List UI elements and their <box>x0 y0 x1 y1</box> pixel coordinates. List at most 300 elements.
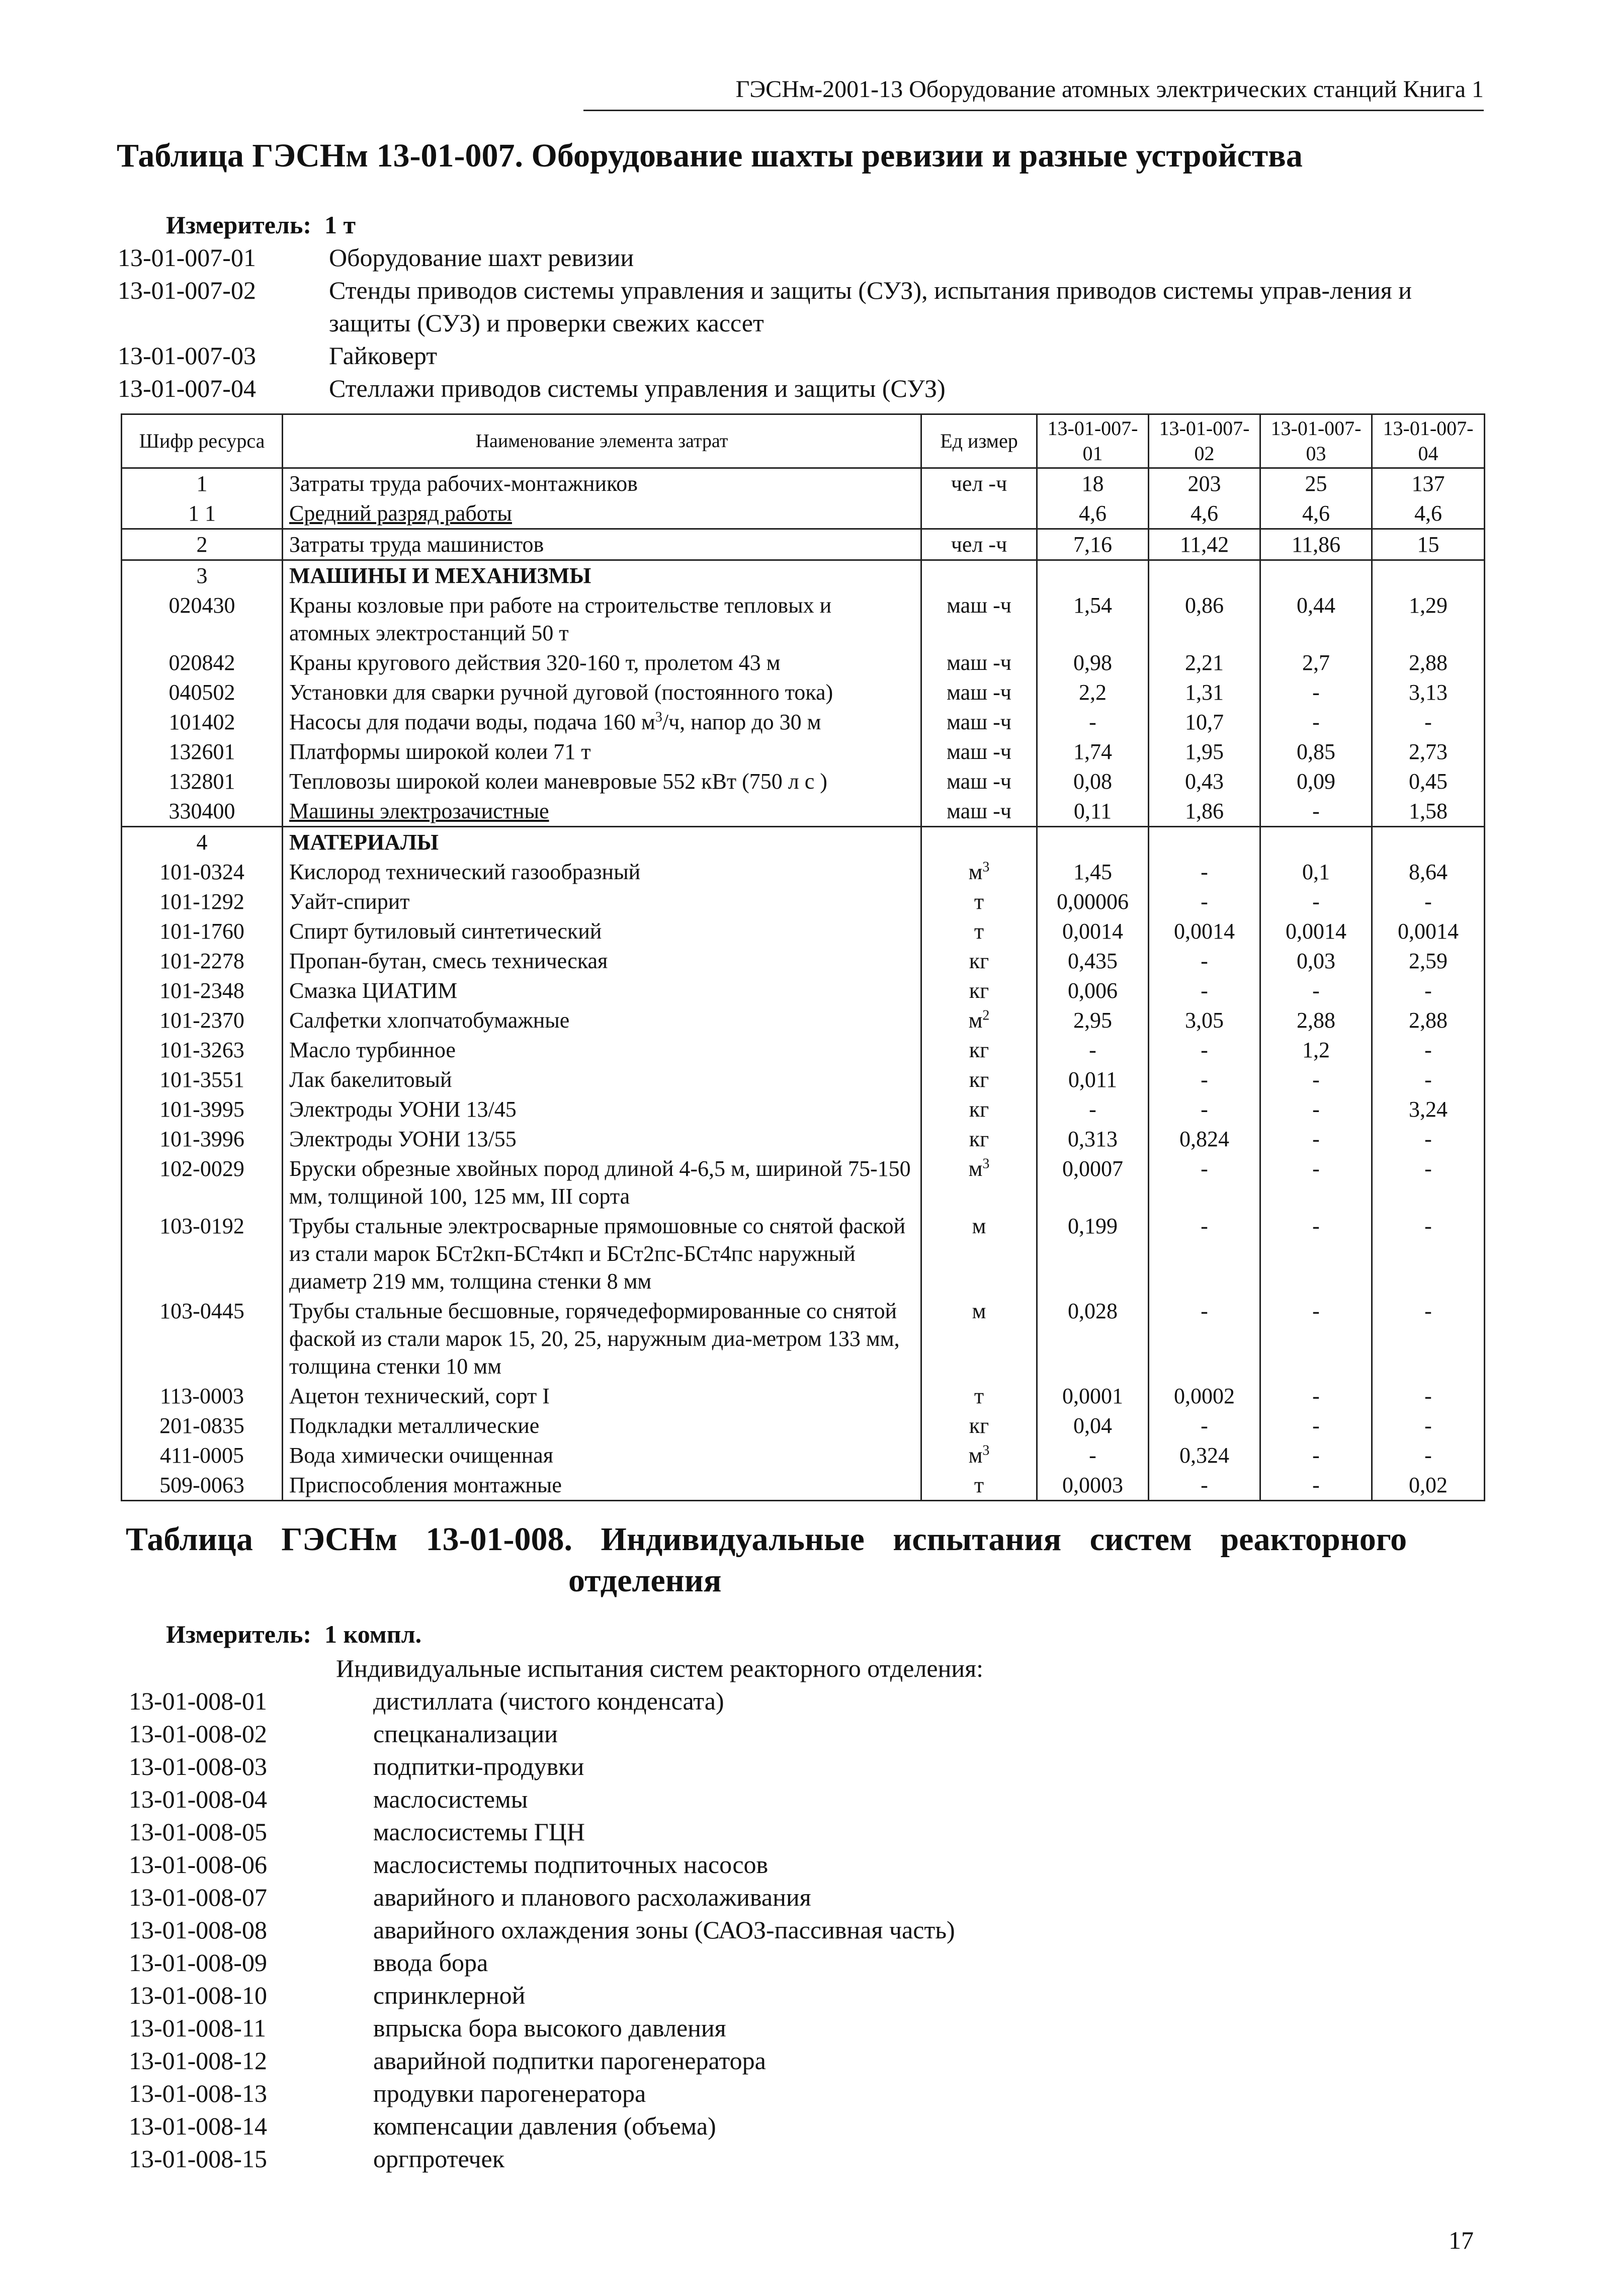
cell-value-2: 203 <box>1149 468 1260 499</box>
table-header-row <box>122 414 1485 468</box>
cell-cipher: 201-0835 <box>122 1411 283 1440</box>
cell-cipher: 102-0029 <box>122 1154 283 1211</box>
cell-unit: т <box>921 1470 1037 1501</box>
code-list-item <box>129 2077 1336 2110</box>
cell-unit: кг <box>921 1094 1037 1124</box>
cell-cipher: 411-0005 <box>122 1440 283 1470</box>
code-list-item <box>129 1848 1336 1881</box>
cell-value-3: - <box>1260 677 1372 707</box>
item-text: Стенды приводов системы управления и защиты (СУЗ), испытания приводов системы управ-ления и защиты (СУЗ) и проверки свежих кассет <box>329 276 1412 337</box>
cell-unit: $м^3$ <box>921 1440 1037 1470</box>
cell-value-4: - <box>1372 976 1485 1005</box>
cell-value-3: - <box>1260 1154 1372 1211</box>
cell-name: Насосы для подачи воды, подача 160 $м^3/ч$, напор до 30 м <box>283 707 921 737</box>
cell-value-1: 2,2 <box>1037 677 1149 707</box>
cell-value-4: 137 <box>1372 468 1485 499</box>
table-row <box>122 1296 1485 1381</box>
cell-value-3: 0,03 <box>1260 946 1372 976</box>
cell-unit: маш -ч <box>921 707 1037 737</box>
cell-value-1: 4,6 <box>1037 498 1149 529</box>
cell-value-4: - <box>1372 1065 1485 1094</box>
cell-unit: маш -ч <box>921 648 1037 677</box>
cell-value-3: 1,2 <box>1260 1035 1372 1065</box>
code-list-item <box>129 1881 1336 1914</box>
table2-intro: Индивидуальные испытания систем реакторного отделения: <box>336 1654 983 1682</box>
cell-value-3: 0,44 <box>1260 590 1372 648</box>
table-row <box>122 1440 1485 1470</box>
table-row <box>122 1381 1485 1411</box>
code-list-item <box>129 2045 1336 2077</box>
cell-value-1: 0,0007 <box>1037 1154 1149 1211</box>
cell-name: Смазка ЦИАТИМ <box>283 976 921 1005</box>
cell-cipher: 113-0003 <box>122 1381 283 1411</box>
header-rule <box>583 110 1484 111</box>
cell-name: Спирт бутиловый синтетический <box>283 916 921 946</box>
item-text: маслосистемы <box>373 1785 528 1813</box>
cell-value-4: 15 <box>1372 529 1485 560</box>
page-number: 17 <box>1449 2226 1474 2254</box>
cell-cipher: 020430 <box>122 590 283 648</box>
cell-value-4: 2,59 <box>1372 946 1485 976</box>
item-code: 13-01-008-03 <box>129 1752 267 1780</box>
table2-title-line2: отделения <box>568 1562 722 1599</box>
header-cipher: Шифр ресурса <box>122 414 283 468</box>
item-code: 13-01-008-12 <box>129 2047 267 2075</box>
item-code: 13-01-008-05 <box>129 1818 267 1846</box>
cell-value-3: - <box>1260 1094 1372 1124</box>
item-text: маслосистемы подпиточных насосов <box>373 1850 769 1879</box>
code-list-item <box>129 1914 1336 1946</box>
table-row <box>122 976 1485 1005</box>
item-code: 13-01-008-06 <box>129 1850 267 1879</box>
resource-table <box>121 413 1485 1501</box>
running-header: ГЭСНм-2001-13 Оборудование атомных электрических станций Книга 1 <box>735 76 1484 103</box>
cell-value-4: 8,64 <box>1372 857 1485 887</box>
cell-value-2: - <box>1149 1411 1260 1440</box>
code-list-item <box>118 372 1486 405</box>
item-text: впрыска бора высокого давления <box>373 2014 726 2042</box>
cell-value-1: 0,0003 <box>1037 1470 1149 1501</box>
item-text: продувки парогенератора <box>373 2079 646 2107</box>
cell-name: Краны козловые при работе на строительстве тепловых и атомных электростанций 50 т <box>283 590 921 648</box>
cell-unit: кг <box>921 946 1037 976</box>
cell-unit: чел -ч <box>921 468 1037 499</box>
cell-value-4: 4,6 <box>1372 498 1485 529</box>
cell-cipher: 101-2370 <box>122 1005 283 1035</box>
cell-value-2: 0,824 <box>1149 1124 1260 1154</box>
cell-cipher: 101-3263 <box>122 1035 283 1065</box>
cell-name: Салфетки хлопчатобумажные <box>283 1005 921 1035</box>
cell-value-4: - <box>1372 707 1485 737</box>
cell-value-1: 1,74 <box>1037 737 1149 767</box>
table-row <box>122 648 1485 677</box>
cell-value-4: 1,29 <box>1372 590 1485 648</box>
table-row <box>122 468 1485 499</box>
cell-value-1: 2,95 <box>1037 1005 1149 1035</box>
table-row <box>122 946 1485 976</box>
table2-title-line1: Таблица ГЭСНм 13-01-008. Индивидуальные испытания систем реакторного <box>126 1521 1407 1558</box>
cell-unit <box>921 498 1037 529</box>
table-row <box>122 857 1485 887</box>
cell-unit: чел -ч <box>921 529 1037 560</box>
table-row <box>122 677 1485 707</box>
cell-value-2: 0,43 <box>1149 767 1260 796</box>
table-row <box>122 1005 1485 1035</box>
cell-value-3: - <box>1260 1470 1372 1501</box>
cell-unit: $м^3$ <box>921 1154 1037 1211</box>
cell-name: Вода химически очищенная <box>283 1440 921 1470</box>
cell-value-3 <box>1260 560 1372 591</box>
cell-value-2 <box>1149 827 1260 858</box>
cell-unit: кг <box>921 1035 1037 1065</box>
item-text: компенсации давления (объема) <box>373 2112 716 2140</box>
cell-cipher: 101-1292 <box>122 887 283 916</box>
cell-value-4: - <box>1372 1124 1485 1154</box>
cell-unit: кг <box>921 1065 1037 1094</box>
code-list-item <box>129 2110 1336 2143</box>
measure-value: 1 компл. <box>324 1620 422 1648</box>
item-code: 13-01-008-14 <box>129 2112 267 2140</box>
cell-name: МАТЕРИАЛЫ <box>283 827 921 858</box>
cell-value-4: - <box>1372 1296 1485 1381</box>
cell-value-4: - <box>1372 1035 1485 1065</box>
table-row <box>122 737 1485 767</box>
cell-value-1: 0,11 <box>1037 796 1149 827</box>
item-text: Стеллажи приводов системы управления и защиты (СУЗ) <box>329 374 946 402</box>
table-row <box>122 707 1485 737</box>
cell-unit: маш -ч <box>921 590 1037 648</box>
cell-cipher: 101402 <box>122 707 283 737</box>
cell-cipher: 101-2278 <box>122 946 283 976</box>
table-row <box>122 827 1485 858</box>
cell-name: Бруски обрезные хвойных пород длиной 4-6,5 м, шириной 75-150 мм, толщиной 100, 125 мм, III сорта <box>283 1154 921 1211</box>
cell-value-1: 0,313 <box>1037 1124 1149 1154</box>
cell-value-1: - <box>1037 707 1149 737</box>
table1-code-list <box>118 241 1486 405</box>
code-list-item <box>129 1750 1336 1783</box>
header-col-2: 13-01-007-02 <box>1149 414 1260 468</box>
cell-value-1: 0,98 <box>1037 648 1149 677</box>
cell-value-2 <box>1149 560 1260 591</box>
cell-cipher: 103-0445 <box>122 1296 283 1381</box>
cell-value-3: - <box>1260 796 1372 827</box>
cell-value-1: 0,04 <box>1037 1411 1149 1440</box>
table2-measure <box>166 1620 421 1649</box>
cell-value-3: 0,0014 <box>1260 916 1372 946</box>
cell-name: Пропан-бутан, смесь техническая <box>283 946 921 976</box>
cell-unit: м <box>921 1296 1037 1381</box>
cell-value-1: 0,0014 <box>1037 916 1149 946</box>
code-list-item <box>129 1685 1336 1718</box>
cell-value-3 <box>1260 827 1372 858</box>
cell-unit: маш -ч <box>921 677 1037 707</box>
cell-unit <box>921 560 1037 591</box>
table-row <box>122 529 1485 560</box>
cell-cipher: 103-0192 <box>122 1211 283 1296</box>
cell-cipher: 040502 <box>122 677 283 707</box>
cell-value-2: - <box>1149 1094 1260 1124</box>
cell-cipher: 101-3995 <box>122 1094 283 1124</box>
cell-value-4: 2,73 <box>1372 737 1485 767</box>
cell-name: Электроды УОНИ 13/45 <box>283 1094 921 1124</box>
cell-value-1: 7,16 <box>1037 529 1149 560</box>
cell-value-4: - <box>1372 1154 1485 1211</box>
table1-measure <box>166 210 356 239</box>
item-code: 13-01-008-11 <box>129 2014 267 2042</box>
table-row <box>122 1124 1485 1154</box>
table-row <box>122 1094 1485 1124</box>
table-row <box>122 916 1485 946</box>
cell-value-2: - <box>1149 1296 1260 1381</box>
cell-value-4: 2,88 <box>1372 648 1485 677</box>
cell-unit: кг <box>921 1124 1037 1154</box>
table-row <box>122 560 1485 591</box>
cell-value-2: 3,05 <box>1149 1005 1260 1035</box>
cell-value-1: 0,0001 <box>1037 1381 1149 1411</box>
cell-value-2: 11,42 <box>1149 529 1260 560</box>
code-list-item <box>129 1946 1336 1979</box>
cell-cipher: 101-3551 <box>122 1065 283 1094</box>
cell-value-2: 0,0014 <box>1149 916 1260 946</box>
table-row <box>122 1065 1485 1094</box>
cell-name: Электроды УОНИ 13/55 <box>283 1124 921 1154</box>
cell-value-1: 18 <box>1037 468 1149 499</box>
cell-value-4: - <box>1372 1440 1485 1470</box>
cell-value-1 <box>1037 827 1149 858</box>
cell-value-3: 25 <box>1260 468 1372 499</box>
cell-name: Приспособления монтажные <box>283 1470 921 1501</box>
code-list-item <box>129 2143 1336 2175</box>
cell-name: Краны кругового действия 320-160 т, пролетом 43 м <box>283 648 921 677</box>
item-code: 13-01-008-01 <box>129 1687 267 1715</box>
measure-value: 1 т <box>324 211 356 239</box>
cell-name: Уайт-спирит <box>283 887 921 916</box>
measure-label: Измеритель: <box>166 211 312 239</box>
cell-unit: маш -ч <box>921 767 1037 796</box>
item-code: 13-01-007-03 <box>118 342 256 370</box>
cell-value-3: - <box>1260 1124 1372 1154</box>
cell-value-4: 0,0014 <box>1372 916 1485 946</box>
cell-value-3: 0,85 <box>1260 737 1372 767</box>
table2-title <box>126 1519 1494 1601</box>
cell-value-1: - <box>1037 1440 1149 1470</box>
header-unit: Ед измер <box>921 414 1037 468</box>
cell-value-2: 1,86 <box>1149 796 1260 827</box>
cell-value-4: - <box>1372 1211 1485 1296</box>
cell-name: Установки для сварки ручной дуговой (постоянного тока) <box>283 677 921 707</box>
item-code: 13-01-007-04 <box>118 374 256 402</box>
cell-value-2: 1,31 <box>1149 677 1260 707</box>
cell-value-4: 1,58 <box>1372 796 1485 827</box>
cell-name: Машины электрозачистные <box>283 796 921 827</box>
cell-value-2: - <box>1149 857 1260 887</box>
cell-value-4: 2,88 <box>1372 1005 1485 1035</box>
cell-value-4: 3,13 <box>1372 677 1485 707</box>
cell-value-2: - <box>1149 1035 1260 1065</box>
code-list-item <box>118 241 1486 274</box>
cell-unit: т <box>921 887 1037 916</box>
measure-label: Измеритель: <box>166 1620 312 1648</box>
cell-value-1: 0,028 <box>1037 1296 1149 1381</box>
cell-cipher: 132601 <box>122 737 283 767</box>
item-text: аварийной подпитки парогенератора <box>373 2047 766 2075</box>
cell-cipher: 020842 <box>122 648 283 677</box>
cell-value-3: - <box>1260 1065 1372 1094</box>
cell-cipher: 4 <box>122 827 283 858</box>
cell-value-4: 0,45 <box>1372 767 1485 796</box>
cell-value-2: - <box>1149 976 1260 1005</box>
code-list-item <box>129 1816 1336 1848</box>
item-text: оргпротечек <box>373 2145 505 2173</box>
cell-value-2: 0,86 <box>1149 590 1260 648</box>
cell-name: Платформы широкой колеи 71 т <box>283 737 921 767</box>
cell-value-2: 1,95 <box>1149 737 1260 767</box>
cell-value-2: - <box>1149 1065 1260 1094</box>
cell-value-2: 10,7 <box>1149 707 1260 737</box>
cell-value-1: 0,435 <box>1037 946 1149 976</box>
code-list-item <box>129 1718 1336 1750</box>
cell-value-1: 0,006 <box>1037 976 1149 1005</box>
cell-value-2: - <box>1149 887 1260 916</box>
header-col-3: 13-01-007-03 <box>1260 414 1372 468</box>
cell-name: Тепловозы широкой колеи маневровые 552 кВт (750 л с ) <box>283 767 921 796</box>
cell-cipher: 132801 <box>122 767 283 796</box>
header-col-1: 13-01-007-01 <box>1037 414 1149 468</box>
cell-cipher: 101-3996 <box>122 1124 283 1154</box>
table-row <box>122 767 1485 796</box>
cell-value-1: 1,45 <box>1037 857 1149 887</box>
table-row <box>122 1470 1485 1501</box>
cell-unit: $м^3$ <box>921 857 1037 887</box>
item-text: Оборудование шахт ревизии <box>329 243 634 272</box>
cell-value-4: 3,24 <box>1372 1094 1485 1124</box>
cell-value-2: - <box>1149 946 1260 976</box>
cell-value-3: - <box>1260 887 1372 916</box>
cell-name: Затраты труда рабочих-монтажников <box>283 468 921 499</box>
cell-value-3: 2,7 <box>1260 648 1372 677</box>
cell-value-4: - <box>1372 1411 1485 1440</box>
cell-name: Затраты труда машинистов <box>283 529 921 560</box>
cell-name: Ацетон технический, сорт I <box>283 1381 921 1411</box>
item-code: 13-01-008-07 <box>129 1883 267 1911</box>
item-code: 13-01-007-01 <box>118 243 256 272</box>
cell-value-3: 0,1 <box>1260 857 1372 887</box>
code-list-item <box>129 2012 1336 2045</box>
table-row <box>122 1154 1485 1211</box>
item-text: дистиллата (чистого конденсата) <box>373 1687 724 1715</box>
cell-value-1: 1,54 <box>1037 590 1149 648</box>
cell-value-3: - <box>1260 1381 1372 1411</box>
item-code: 13-01-008-13 <box>129 2079 267 2107</box>
table-row <box>122 796 1485 827</box>
table-row <box>122 498 1485 529</box>
cell-cipher: 1 <box>122 468 283 499</box>
header-name: Наименование элемента затрат <box>283 414 921 468</box>
item-code: 13-01-008-02 <box>129 1720 267 1748</box>
cell-value-1: 0,011 <box>1037 1065 1149 1094</box>
cell-value-4: 0,02 <box>1372 1470 1485 1501</box>
cell-value-4 <box>1372 827 1485 858</box>
header-col-4: 13-01-007-04 <box>1372 414 1485 468</box>
item-text: аварийного охлаждения зоны (САОЗ-пассивная часть) <box>373 1916 955 1944</box>
cell-unit <box>921 827 1037 858</box>
item-code: 13-01-008-08 <box>129 1916 267 1944</box>
cell-value-2: 4,6 <box>1149 498 1260 529</box>
cell-value-2: 2,21 <box>1149 648 1260 677</box>
cell-value-4 <box>1372 560 1485 591</box>
cell-cipher: 509-0063 <box>122 1470 283 1501</box>
cell-unit: кг <box>921 1411 1037 1440</box>
table-row <box>122 1035 1485 1065</box>
cell-value-3: - <box>1260 1440 1372 1470</box>
cell-value-3: 2,88 <box>1260 1005 1372 1035</box>
cell-value-2: 0,324 <box>1149 1440 1260 1470</box>
table-row <box>122 590 1485 648</box>
cell-value-1 <box>1037 560 1149 591</box>
cell-name: Средний разряд работы <box>283 498 921 529</box>
cell-value-3: - <box>1260 1296 1372 1381</box>
cell-value-2: - <box>1149 1470 1260 1501</box>
code-list-item <box>118 274 1486 339</box>
cell-value-3: 4,6 <box>1260 498 1372 529</box>
item-text: Гайковерт <box>329 342 438 370</box>
table1-title: Таблица ГЭСНм 13-01-007. Оборудование шахты ревизии и разные устройства <box>117 137 1303 174</box>
item-code: 13-01-007-02 <box>118 276 256 304</box>
cell-value-1: - <box>1037 1094 1149 1124</box>
cell-value-3: - <box>1260 707 1372 737</box>
item-code: 13-01-008-15 <box>129 2145 267 2173</box>
item-code: 13-01-008-09 <box>129 1948 267 1977</box>
cell-value-1: - <box>1037 1035 1149 1065</box>
item-text: аварийного и планового расхолаживания <box>373 1883 811 1911</box>
cell-unit: т <box>921 916 1037 946</box>
cell-unit: кг <box>921 976 1037 1005</box>
cell-name: МАШИНЫ И МЕХАНИЗМЫ <box>283 560 921 591</box>
cell-value-4: - <box>1372 1381 1485 1411</box>
item-text: ввода бора <box>373 1948 488 1977</box>
cell-cipher: 2 <box>122 529 283 560</box>
cell-value-1: 0,199 <box>1037 1211 1149 1296</box>
item-text: маслосистемы ГЦН <box>373 1818 585 1846</box>
cell-unit: маш -ч <box>921 737 1037 767</box>
cell-name: Кислород технический газообразный <box>283 857 921 887</box>
cell-value-3: 0,09 <box>1260 767 1372 796</box>
cell-name: Лак бакелитовый <box>283 1065 921 1094</box>
cell-cipher: 101-0324 <box>122 857 283 887</box>
cell-unit: м <box>921 1211 1037 1296</box>
cell-cipher: 101-1760 <box>122 916 283 946</box>
cell-value-1: 0,08 <box>1037 767 1149 796</box>
cell-name: Трубы стальные бесшовные, горячедеформированные со снятой фаской из стали марок 15, 20, 25, наружным диа-метром 133 мм, толщина стенки 10 мм <box>283 1296 921 1381</box>
cell-unit: маш -ч <box>921 796 1037 827</box>
cell-value-2: - <box>1149 1154 1260 1211</box>
cell-name: Трубы стальные электросварные прямошовные со снятой фаской из стали марок БСт2кп-БСт4кп и БСт2пс-БСт4пс наружный диаметр 219 мм, толщина стенки 8 мм <box>283 1211 921 1296</box>
cell-cipher: 3 <box>122 560 283 591</box>
cell-name: Масло турбинное <box>283 1035 921 1065</box>
item-code: 13-01-008-10 <box>129 1981 267 2009</box>
code-list-item <box>129 1783 1336 1816</box>
cell-value-2: - <box>1149 1211 1260 1296</box>
cell-value-3: - <box>1260 1411 1372 1440</box>
cell-value-1: 0,00006 <box>1037 887 1149 916</box>
table-row <box>122 1411 1485 1440</box>
cell-unit: т <box>921 1381 1037 1411</box>
item-code: 13-01-008-04 <box>129 1785 267 1813</box>
cell-value-3: 11,86 <box>1260 529 1372 560</box>
cell-cipher: 101-2348 <box>122 976 283 1005</box>
table-row <box>122 887 1485 916</box>
cell-value-3: - <box>1260 1211 1372 1296</box>
